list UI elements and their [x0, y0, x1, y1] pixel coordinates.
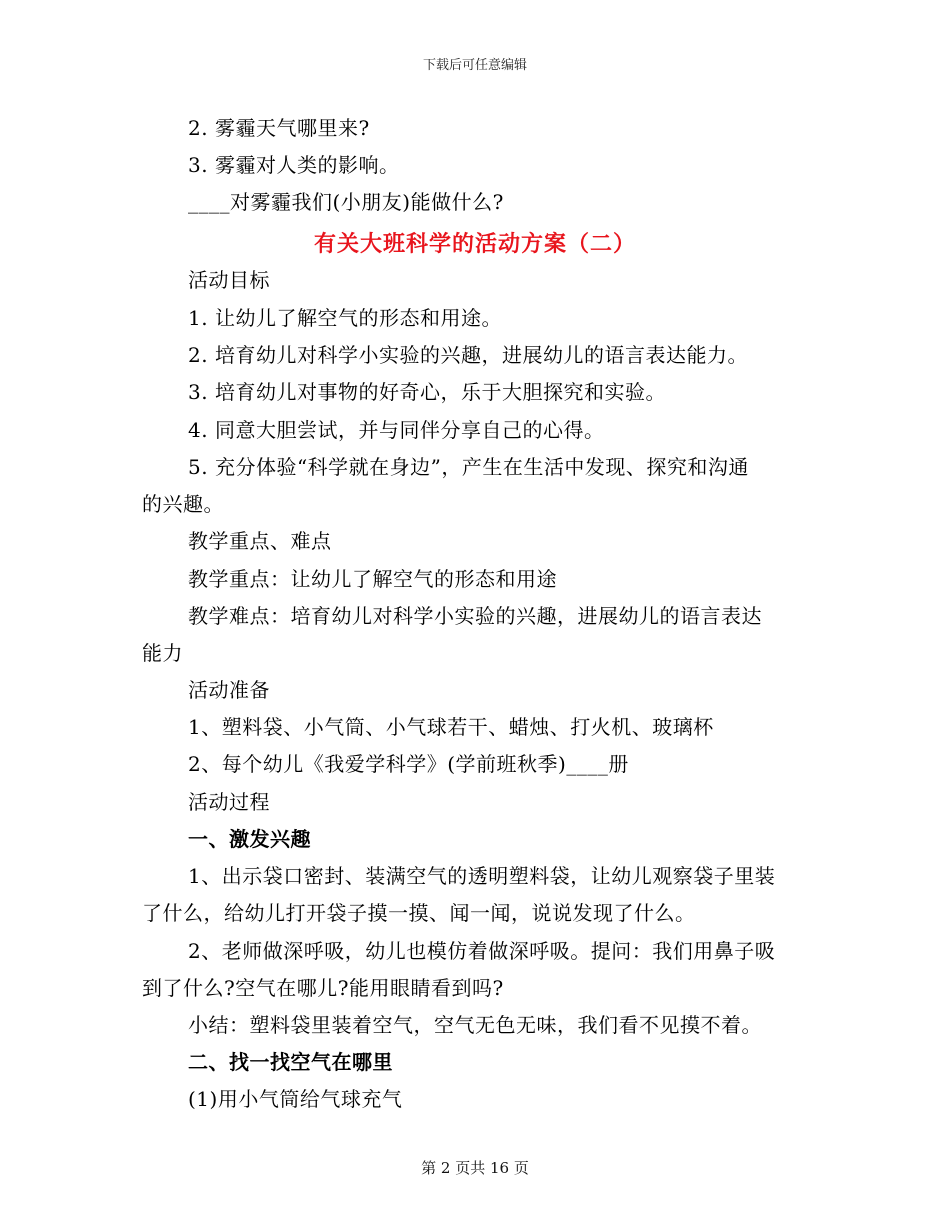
paragraph-line: 教学难点：培育幼儿对科学小实验的兴趣，进展幼儿的语言表达 — [188, 604, 762, 628]
section-title: 有关大班科学的活动方案（二） — [313, 231, 636, 257]
list-item: 3. 培育幼儿对事物的好奇心，乐于大胆探究和实验。 — [188, 380, 666, 404]
step-heading: 一、激发兴趣 — [188, 827, 311, 851]
list-item: 4. 同意大胆尝试，并与同伴分享自己的心得。 — [188, 418, 605, 442]
subheading: 活动目标 — [188, 268, 270, 292]
list-item: 3. 雾霾对人类的影响。 — [188, 153, 400, 177]
paragraph-continuation: 能力 — [142, 641, 183, 665]
paragraph-line: ____对雾霾我们(小朋友)能做什么? — [188, 190, 504, 214]
list-item: 1. 让幼儿了解空气的形态和用途。 — [188, 306, 502, 330]
list-item: 5. 充分体验“科学就在身边”，产生在生活中发现、探究和沟通 — [188, 455, 749, 479]
paragraph-line: 教学重点：让幼儿了解空气的形态和用途 — [188, 567, 557, 591]
list-item: 2. 雾霾天气哪里来? — [188, 116, 370, 140]
page-footer: 第 2 页共 16 页 — [421, 1159, 529, 1177]
subheading: 活动过程 — [188, 790, 270, 814]
paragraph-line: 1、出示袋口密封、装满空气的透明塑料袋，让幼儿观察袋子里装 — [188, 864, 776, 888]
step-heading: 二、找一找空气在哪里 — [188, 1050, 393, 1074]
subheading: 活动准备 — [188, 678, 270, 702]
list-item-continuation: 的兴趣。 — [142, 492, 224, 516]
paragraph-line: 2、老师做深呼吸，幼儿也模仿着做深呼吸。提问：我们用鼻子吸 — [188, 939, 776, 963]
list-item: (1)用小气筒给气球充气 — [188, 1087, 403, 1111]
paragraph-continuation: 到了什么?空气在哪儿?能用眼睛看到吗? — [142, 976, 504, 1000]
page-header: 下载后可任意编辑 — [422, 58, 527, 73]
list-item: 2、每个幼儿《我爱学科学》(学前班秋季)____册 — [188, 752, 629, 776]
paragraph-line: 小结：塑料袋里装着空气，空气无色无味，我们看不见摸不着。 — [188, 1013, 762, 1037]
list-item: 2. 培育幼儿对科学小实验的兴趣，进展幼儿的语言表达能力。 — [188, 343, 748, 367]
subheading: 教学重点、难点 — [188, 529, 332, 553]
list-item: 1、塑料袋、小气筒、小气球若干、蜡烛、打火机、玻璃杯 — [188, 715, 714, 739]
paragraph-continuation: 了什么，给幼儿打开袋子摸一摸、闻一闻，说说发现了什么。 — [142, 901, 696, 925]
